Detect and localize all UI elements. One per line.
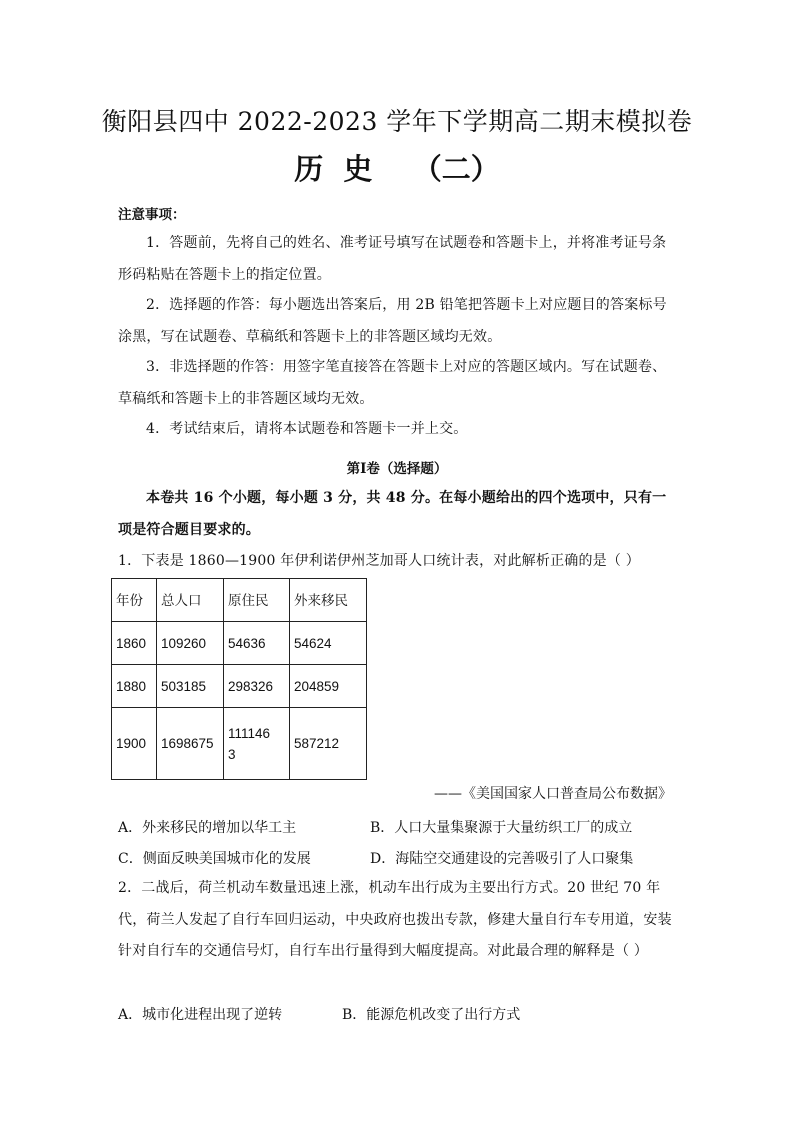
notice-item-3: 3．非选择题的作答：用签字笔直接答在答题卡上对应的答题区域内。写在试题卷、草稿纸和答题卡上的非答题区域均无效。 bbox=[118, 359, 667, 407]
question-1-stem: 1．下表是 1860—1900 年伊利诺伊州芝加哥人口统计表，对此解析正确的是（ ） bbox=[118, 553, 640, 569]
wrapped-value-part: 3 bbox=[228, 746, 236, 762]
table-header-cell: 原住民 bbox=[224, 579, 290, 622]
table-cell: 1900 bbox=[112, 708, 157, 780]
table-row bbox=[112, 665, 367, 708]
school-title: 衡阳县四中 2022-2023 学年下学期高二期末模拟卷 bbox=[101, 107, 693, 136]
q1-option-c[interactable]: C．侧面反映美国城市化的发展 bbox=[118, 851, 311, 867]
table-cell: 298326 bbox=[224, 665, 290, 708]
notice-item-4: 4．考试结束后，请将本试题卷和答题卡一并上交。 bbox=[146, 421, 468, 437]
table-header-cell: 年份 bbox=[112, 579, 157, 622]
section-title: 第Ⅰ卷（选择题） bbox=[346, 461, 448, 477]
table-cell: 54636 bbox=[224, 622, 290, 665]
notice-item-2: 2．选择题的作答：每小题选出答案后，用 2B 铅笔把答题卡上对应题目的答案标号涂黑，写在试题卷、草稿纸和答题卡上的非答题区域均无效。 bbox=[118, 297, 667, 345]
q2-option-a[interactable]: A．城市化进程出现了逆转 bbox=[118, 1007, 283, 1023]
subject-title: 历 史 （二） bbox=[294, 152, 500, 186]
q1-option-d[interactable]: D．海陆空交通建设的完善吸引了人口聚集 bbox=[370, 851, 634, 867]
table-header-cell: 外来移民 bbox=[290, 579, 367, 622]
table-row bbox=[112, 622, 367, 665]
notice-heading: 注意事项： bbox=[118, 207, 186, 223]
wrapped-value-part: 111146 bbox=[228, 725, 271, 741]
population-table bbox=[111, 578, 367, 780]
table-header-row bbox=[112, 579, 367, 622]
q2-option-b[interactable]: B．能源危机改变了出行方式 bbox=[342, 1007, 521, 1023]
question-2-stem: 2．二战后，荷兰机动车数量迅速上涨，机动车出行成为主要出行方式。20 世纪 70 年代，荷兰人发起了自行车回归运动，中央政府也拨出专款，修建大量自行车专用道，安装针对自行车的交通信号灯，自行车出行量得到大幅度提高。对此最合理的解释是（ ） bbox=[118, 880, 672, 959]
table-cell: 1860 bbox=[112, 622, 157, 665]
table-cell: 587212 bbox=[290, 708, 367, 780]
table-source: ——《美国国家人口普查局公布数据》 bbox=[434, 786, 672, 802]
table-cell: 109260 bbox=[157, 622, 224, 665]
table-row bbox=[112, 708, 367, 780]
q1-option-b[interactable]: B．人口大量集聚源于大量纺织工厂的成立 bbox=[370, 820, 633, 836]
table-cell: 204859 bbox=[290, 665, 367, 708]
table-cell: 1880 bbox=[112, 665, 157, 708]
section-instruction: 本卷共 16 个小题，每小题 3 分，共 48 分。在每小题给出的四个选项中，只有一项是符合题目要求的。 bbox=[118, 490, 667, 538]
notice-item-1: 1．答题前，先将自己的姓名、准考证号填写在试题卷和答题卡上，并将准考证号条形码粘贴在答题卡上的指定位置。 bbox=[118, 235, 667, 283]
table-cell: 54624 bbox=[290, 622, 367, 665]
table-header-cell: 总人口 bbox=[157, 579, 224, 622]
table-cell: 1698675 bbox=[157, 708, 224, 780]
table-cell bbox=[224, 708, 290, 780]
q1-option-a[interactable]: A．外来移民的增加以华工主 bbox=[118, 820, 297, 836]
table-cell: 503185 bbox=[157, 665, 224, 708]
